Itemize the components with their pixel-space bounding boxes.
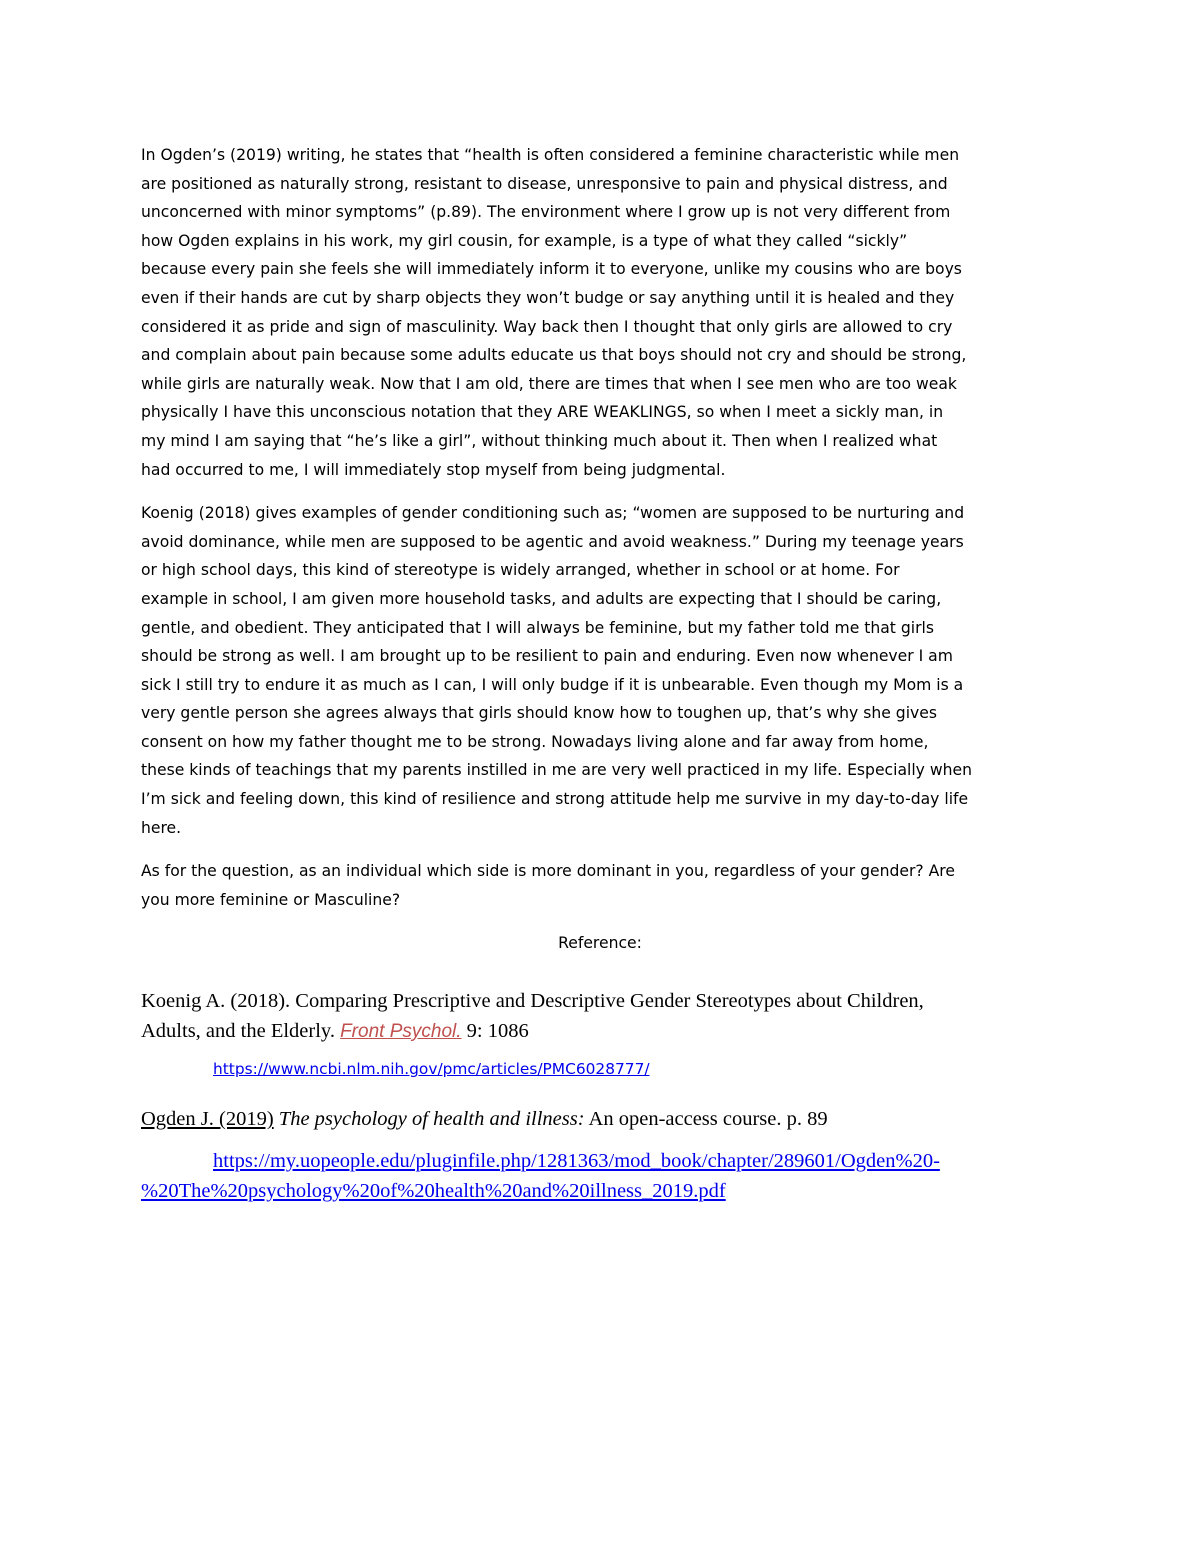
paragraph-2-line: I’m sick and feeling down, this kind of resilience and strong attitude help me survive in my day-to-day life [141,790,969,809]
paragraph-spacer [141,484,1059,499]
reference-koenig-line2 [141,1016,1101,1047]
journal-link[interactable]: Front Psychol. [340,1021,462,1042]
reference-heading: Reference: [558,934,642,952]
paragraph-2-line: here. [141,818,182,837]
essay-body [141,141,1059,914]
paragraph-2-line: example in school, I am given more household tasks, and adults are expecting that I should be caring, [141,589,942,608]
paragraph-1-line: are positioned as naturally strong, resistant to disease, unresponsive to pain and physical distress, and [141,174,948,193]
paragraph-2-line: or high school days, this kind of stereotype is widely arranged, whether in school or at home. For [141,561,900,580]
reference-koenig-suffix: 9: 1086 [461,1020,529,1042]
reference-koenig-line1: Koenig A. (2018). Comparing Prescriptive and Descriptive Gender Stereotypes about Children, [141,990,924,1012]
paragraph-1-line: physically I have this unconscious notation that they ARE WEAKLINGS, so when I meet a sickly man, in [141,403,944,422]
koenig-url-link[interactable]: https://www.ncbi.nlm.nih.gov/pmc/articles/PMC6028777/ [213,1060,650,1078]
paragraph-1-line: unconcerned with minor symptoms” (p.89). The environment where I grow up is not very different from [141,203,951,222]
paragraph-2 [141,499,1059,842]
paragraph-2-line: consent on how my father thought me to be strong. Nowadays living alone and far away from home, [141,732,929,751]
ogden-url-line2[interactable]: %20The%20psychology%20of%20health%20and%20illness_2019.pdf [141,1180,726,1202]
reference-koenig-prefix: Adults, and the Elderly. [141,1020,341,1042]
ogden-url-link[interactable] [141,1146,1101,1206]
reference-ogden [141,1104,1101,1134]
ogden-url-line1[interactable]: https://my.uopeople.edu/pluginfile.php/1281363/mod_book/chapter/289601/Ogden%20- [213,1150,940,1172]
reference-ogden-author: Ogden J. (2019) [141,1108,274,1130]
paragraph-1-line: my mind I am saying that “he’s like a girl”, without thinking much about it. Then when I realized what [141,431,938,450]
reference-ogden-rest: An open-access course. p. 89 [584,1108,828,1130]
paragraph-2-line: Koenig (2018) gives examples of gender conditioning such as; “women are supposed to be nurturing and [141,504,965,523]
paragraph-2-line: should be strong as well. I am brought up to be resilient to pain and enduring. Even now whenever I am [141,647,953,666]
paragraph-1 [141,141,1059,484]
paragraph-2-line: these kinds of teachings that my parents instilled in me are very well practiced in my life. Especially when [141,761,972,780]
paragraph-1-line: considered it as pride and sign of masculinity. Way back then I thought that only girls are allowed to cry [141,317,953,336]
paragraph-spacer [141,842,1059,857]
paragraph-2-line: gentle, and obedient. They anticipated that I will always be feminine, but my father told me that girls [141,618,934,637]
paragraph-1-line: had occurred to me, I will immediately stop myself from being judgmental. [141,460,726,479]
paragraph-1-line: even if their hands are cut by sharp objects they won’t budge or say anything until it is healed and they [141,288,955,307]
reference-ogden-title: The psychology of health and illness: [273,1108,585,1130]
paragraph-1-line: how Ogden explains in his work, my girl cousin, for example, is a type of what they called “sickly” [141,231,908,250]
paragraph-3-line: you more feminine or Masculine? [141,890,401,909]
paragraph-2-line: avoid dominance, while men are supposed to be agentic and avoid weakness.” During my teenage years [141,532,964,551]
paragraph-1-line: In Ogden’s (2019) writing, he states that “health is often considered a feminine characteristic while men [141,146,960,164]
paragraph-1-line: because every pain she feels she will immediately inform it to everyone, unlike my cousins who are boys [141,260,962,279]
paragraph-2-line: sick I still try to endure it as much as I can, I will only budge if it is unbearable. Even though my Mom is a [141,675,964,694]
reference-koenig [141,986,1101,1047]
paragraph-2-line: very gentle person she agrees always that girls should know how to toughen up, that’s why she gives [141,704,937,723]
paragraph-1-line: while girls are naturally weak. Now that I am old, there are times that when I see men who are too weak [141,374,957,393]
paragraph-1-line: and complain about pain because some adults educate us that boys should not cry and should be strong, [141,346,967,365]
paragraph-3 [141,857,1059,914]
paragraph-3-line: As for the question, as an individual which side is more dominant in you, regardless of your gender? Are [141,862,955,881]
